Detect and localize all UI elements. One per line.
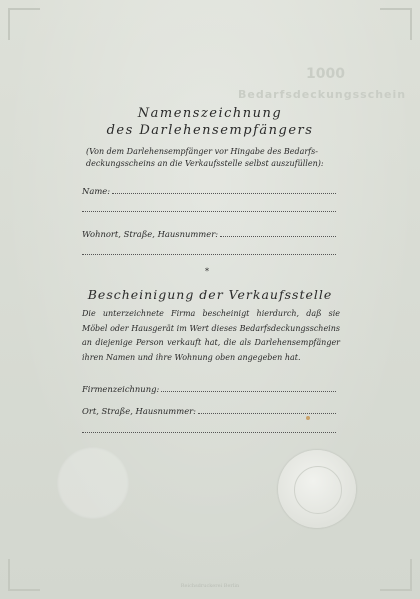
blank-line[interactable] — [82, 432, 336, 433]
firm-signature-line[interactable] — [161, 383, 336, 392]
place-field[interactable] — [82, 405, 336, 416]
seal-ring — [294, 466, 342, 514]
certification-text: Die unterzeichnete Firma bescheinigt hierdurch, daß sie Möbel oder Hausgerät im Wert dieses Bedarfsdeckungsscheins an diejenige Person verkauft hat, die als Darlehensempfänger ihren Namen und ihre Wohnung oben angegeben hat. — [82, 309, 340, 362]
watermark-seal — [57, 447, 129, 519]
name-field[interactable] — [82, 185, 336, 196]
name-line[interactable] — [112, 185, 336, 194]
section-title-certification: Bescheinigung der Verkaufsstelle — [87, 287, 333, 302]
name-label: Name: — [82, 186, 111, 196]
section-title-signature: Namenszeichnung — [137, 106, 283, 121]
blank-line[interactable] — [82, 254, 336, 255]
printer-imprint: Reichsdruckerei Berlin — [180, 583, 240, 589]
address-label: Wohnort, Straße, Hausnummer: — [82, 229, 219, 239]
stain-mark — [306, 416, 310, 420]
firm-signature-field[interactable] — [82, 383, 336, 394]
corner-mark — [8, 8, 40, 40]
place-line[interactable] — [198, 405, 336, 414]
address-field[interactable] — [82, 228, 336, 239]
bleed-through-text: Bedarfsdeckungsschein — [238, 88, 407, 101]
address-line[interactable] — [220, 228, 336, 237]
place-label: Ort, Straße, Hausnummer: — [82, 406, 196, 416]
blank-line[interactable] — [82, 211, 336, 212]
embossed-seal — [278, 450, 356, 528]
section-subtitle-recipient: des Darlehensempfängers — [106, 123, 314, 138]
firm-signature-label: Firmenzeichnung: — [82, 384, 160, 394]
separator-star: * — [205, 267, 209, 276]
intro-text: (Von dem Darlehensempfänger vor Hingabe des Bedarfsdeckungsscheins an die Verkaufsstelle selbst auszufüllen): — [86, 147, 324, 168]
corner-mark — [380, 8, 412, 40]
bleed-through-value: 1000 — [306, 66, 345, 82]
